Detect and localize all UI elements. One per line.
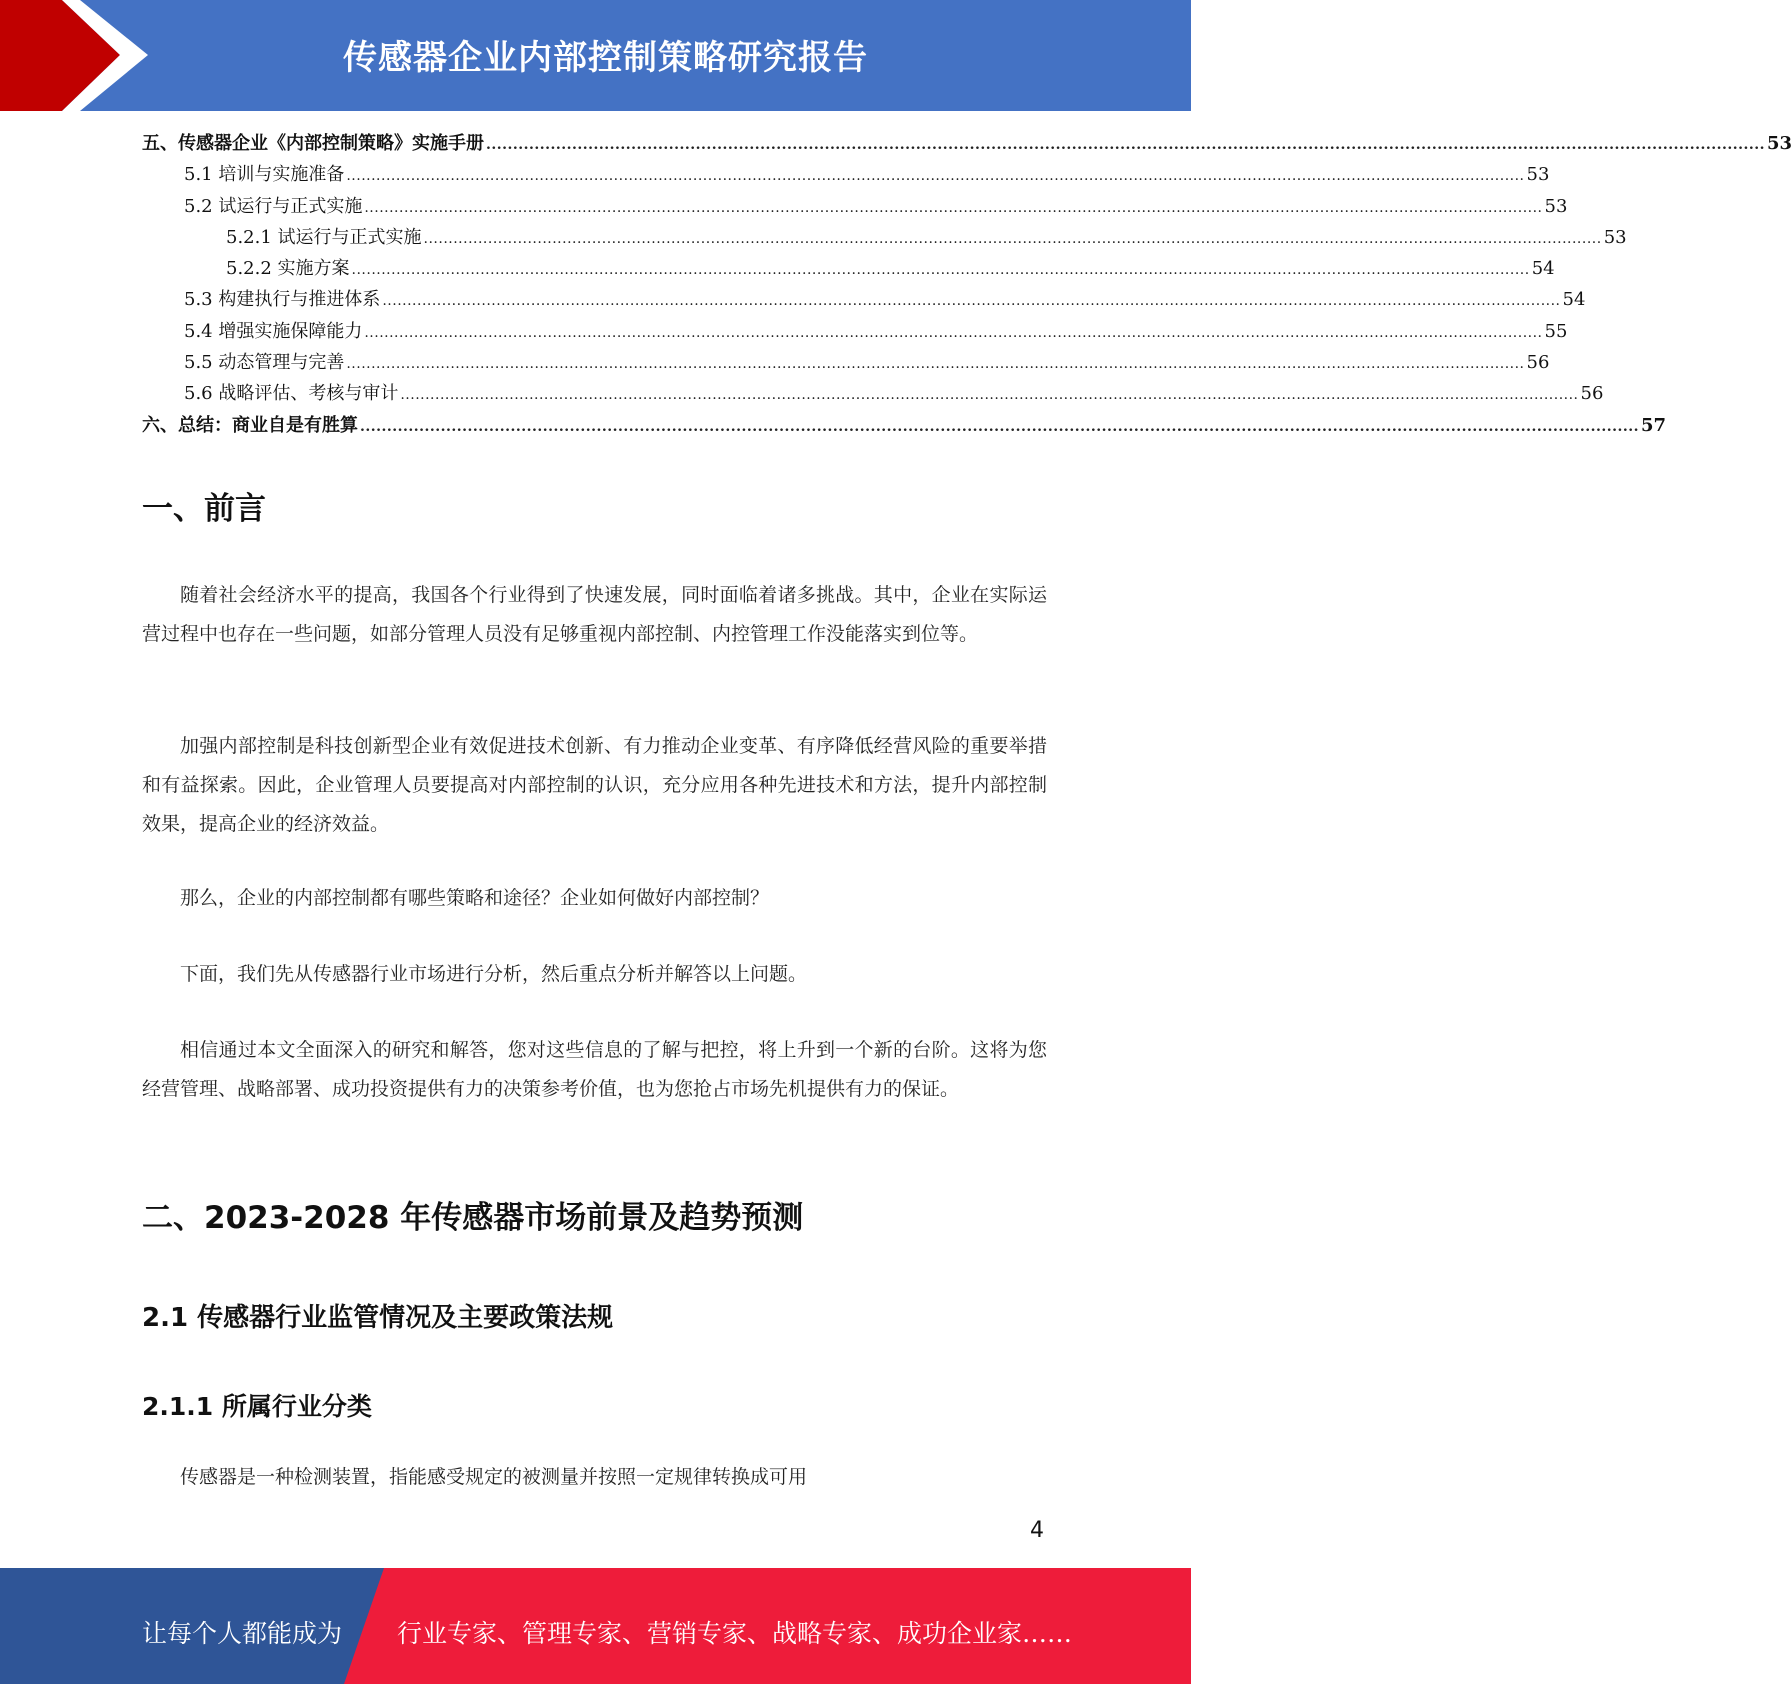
- toc-page-number: 53: [1603, 226, 1627, 248]
- toc-page-number: 54: [1531, 258, 1555, 280]
- toc-entry-title: 5.6 战略评估、考核与审计: [184, 383, 399, 405]
- body-paragraph: 随着社会经济水平的提高，我国各个行业得到了快速发展，同时面临着诸多挑战。其中，企业在实际运营过程中也存在一些问题，如部分管理人员没有足够重视内部控制、内控管理工作没能落实到位等。: [142, 584, 1047, 645]
- subsection-heading: 2.1 传感器行业监管情况及主要政策法规: [142, 1303, 614, 1333]
- toc-entry-title: 5.3 构建执行与推进体系: [184, 289, 381, 311]
- toc-leader: ..............................................................................................................................................................................................................................................: [346, 168, 1525, 185]
- page-footer: [0, 1568, 1191, 1684]
- toc-entry[interactable]: [142, 347, 1550, 378]
- toc-page-number: 56: [1580, 383, 1604, 405]
- table-of-contents: [142, 128, 1792, 441]
- toc-entry-title: 5.5 动态管理与完善: [184, 352, 345, 374]
- toc-leader: ..............................................................................................................................................................................................................................................: [364, 199, 1543, 216]
- toc-entry[interactable]: [142, 128, 1792, 159]
- body-paragraph: 下面，我们先从传感器行业市场进行分析，然后重点分析并解答以上问题。: [180, 963, 808, 985]
- toc-entry[interactable]: [142, 410, 1667, 441]
- toc-entry[interactable]: [142, 191, 1568, 222]
- toc-entry[interactable]: [142, 222, 1627, 253]
- subsubsection-heading: 2.1.1 所属行业分类: [142, 1392, 372, 1421]
- toc-entry-title: 五、传感器企业《内部控制策略》实施手册: [142, 133, 484, 154]
- toc-entry[interactable]: [142, 316, 1568, 347]
- toc-leader: ..............................................................................................................................................................................................................................................: [351, 262, 1530, 279]
- toc-entry-title: 六、总结：商业自是有胜算: [142, 414, 358, 436]
- report-title: 传感器企业内部控制策略研究报告: [343, 38, 868, 78]
- toc-entry[interactable]: [142, 284, 1586, 315]
- toc-leader: ..............................................................................................................................................................................................................................................: [486, 137, 1766, 153]
- toc-page-number: 53: [1526, 164, 1550, 186]
- toc-entry[interactable]: [142, 159, 1550, 190]
- toc-page-number: 53: [1544, 195, 1568, 217]
- toc-entry[interactable]: [142, 253, 1555, 284]
- toc-leader: ..............................................................................................................................................................................................................................................: [346, 356, 1525, 373]
- footer-slogan-right: 行业专家、管理专家、营销专家、战略专家、成功企业家……: [397, 1619, 1073, 1648]
- footer-slogan-left: 让每个人都能成为: [142, 1619, 343, 1648]
- body-paragraph: 传感器是一种检测装置，指能感受规定的被测量并按照一定规律转换成可用: [180, 1466, 808, 1488]
- toc-page-number: 56: [1526, 352, 1550, 374]
- body-paragraph: 加强内部控制是科技创新型企业有效促进技术创新、有力推动企业变革、有序降低经营风险的重要举措和有益探索。因此，企业管理人员要提高对内部控制的认识，充分应用各种先进技术和方法，提升内部控制效果，提高企业的经济效益。: [142, 735, 1047, 835]
- section-heading-preface: 一、前言: [142, 491, 266, 527]
- page-header: [0, 0, 1191, 111]
- body-paragraph: 相信通过本文全面深入的研究和解答，您对这些信息的了解与把控，将上升到一个新的台阶。这将为您经营管理、战略部署、成功投资提供有力的决策参考价值，也为您抢占市场先机提供有力的保证。: [142, 1039, 1047, 1100]
- toc-entry-title: 5.2.2 实施方案: [226, 258, 350, 280]
- toc-entry-title: 5.4 增强实施保障能力: [184, 320, 363, 342]
- toc-entry-title: 5.1 培训与实施准备: [184, 164, 345, 186]
- toc-entry-title: 5.2 试运行与正式实施: [184, 195, 363, 217]
- page-number: 4: [1030, 1518, 1044, 1543]
- toc-leader: ..............................................................................................................................................................................................................................................: [382, 293, 1561, 310]
- body-paragraph: 那么，企业的内部控制都有哪些策略和途径？企业如何做好内部控制？: [180, 887, 770, 909]
- toc-entry[interactable]: [142, 378, 1604, 409]
- section-heading-market-forecast: 二、2023-2028 年传感器市场前景及趋势预测: [142, 1200, 804, 1236]
- toc-entry-title: 5.2.1 试运行与正式实施: [226, 226, 422, 248]
- toc-page-number: 55: [1544, 320, 1568, 342]
- toc-leader: ..............................................................................................................................................................................................................................................: [423, 230, 1602, 247]
- toc-leader: ..............................................................................................................................................................................................................................................: [364, 324, 1543, 341]
- toc-page-number: 57: [1641, 414, 1667, 436]
- toc-page-number: 54: [1562, 289, 1586, 311]
- toc-leader: ..............................................................................................................................................................................................................................................: [400, 387, 1579, 404]
- toc-page-number: 53: [1767, 133, 1792, 154]
- toc-leader: ..............................................................................................................................................................................................................................................: [360, 418, 1640, 435]
